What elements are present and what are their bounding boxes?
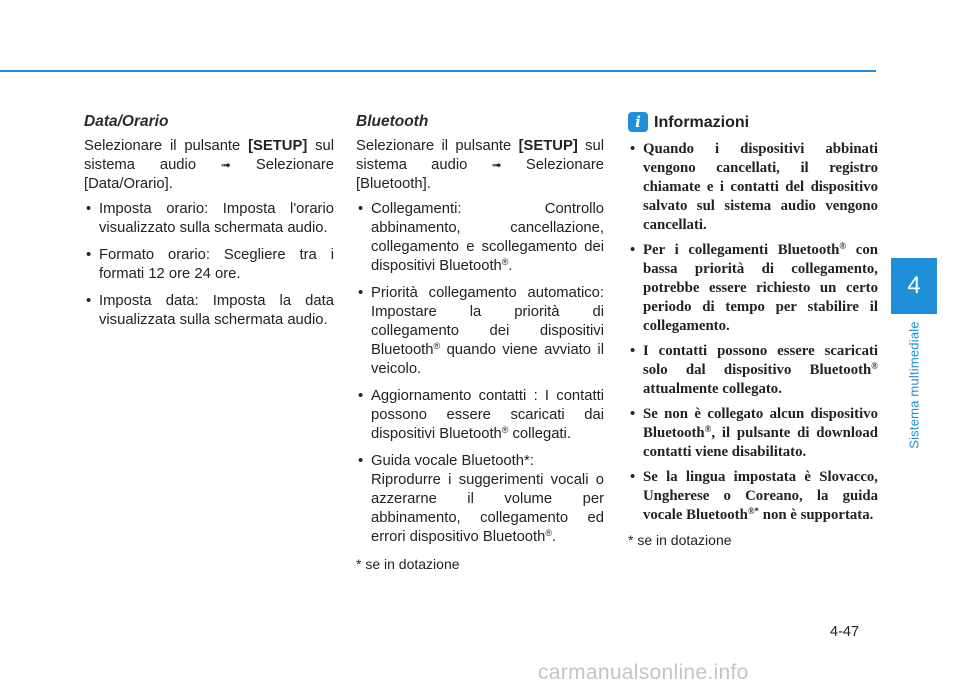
- registered-mark: ®: [433, 341, 441, 351]
- page-number: 4-47: [830, 624, 860, 640]
- list-item: [84, 292, 334, 330]
- list-item-text: Riprodurre i suggerimenti vocali o azzerarne il volume per abbinamento, collegamento ed errori dispositivo Bluetooth: [371, 472, 604, 545]
- asterisk-mark: *: [754, 506, 760, 516]
- list-item: [628, 342, 878, 399]
- section-heading: Data/Orario: [84, 113, 169, 130]
- section-informazioni: [628, 112, 878, 550]
- intro-text: Selezionare [Bluetooth].: [356, 157, 604, 192]
- registered-mark: ®: [871, 361, 878, 371]
- list-item-text: Guida vocale Bluetooth*:: [371, 453, 534, 469]
- list-item: [356, 452, 604, 547]
- list-item-text: Aggiornamento contatti : I contatti possono essere scaricati dai dispositivi Bluetooth: [371, 388, 604, 442]
- bullet-icon: •: [358, 201, 364, 217]
- intro-paragraph: [84, 137, 334, 194]
- arrow-icon: ➟: [220, 158, 231, 172]
- list-item-text: Imposta orario: Imposta l'orario visualizzato sulla schermata audio.: [99, 201, 334, 236]
- watermark: carmanualsonline.info: [538, 661, 749, 684]
- bullet-icon: •: [86, 247, 92, 263]
- setup-keyword: [SETUP]: [518, 138, 578, 154]
- registered-mark: ®: [501, 257, 509, 267]
- intro-text: Selezionare il pulsante: [356, 138, 519, 154]
- list-item: [356, 387, 604, 444]
- list-item: [628, 468, 878, 525]
- bullet-icon: •: [358, 285, 364, 301]
- intro-text: Selezionare il pulsante: [84, 138, 249, 154]
- list-item-text: Collegamenti: Controllo abbinamento, cancellazione, collegamento e scollegamento dei dispositivi Bluetooth: [371, 201, 604, 274]
- bullet-icon: •: [630, 343, 636, 359]
- chapter-tab[interactable]: 4: [891, 258, 937, 314]
- registered-mark: ®: [501, 425, 509, 435]
- intro-text: Selezionare [Data/Orario].: [84, 157, 334, 192]
- intro-paragraph: [356, 137, 604, 194]
- bullet-list: [356, 200, 604, 547]
- registered-mark: ®: [545, 528, 553, 538]
- section-bluetooth: [356, 112, 604, 574]
- list-item-text: Quando i dispositivi abbinati vengono cancellati, il registro chiamate e i contatti del dispositivo salvato sul sistema audio vengono cancellati.: [643, 141, 878, 233]
- list-item: [84, 200, 334, 238]
- bullet-icon: •: [358, 453, 364, 469]
- list-item-text: con bassa priorità di collegamento, potrebbe essere richiesto un certo periodo di tempo per stabilire il collegamento.: [643, 242, 878, 334]
- list-item: [356, 284, 604, 379]
- bullet-icon: •: [630, 141, 636, 157]
- bullet-icon: •: [630, 406, 636, 422]
- bullet-list: [84, 200, 334, 330]
- list-item-text: Imposta data: Imposta la data visualizzata sulla schermata audio.: [99, 293, 334, 328]
- list-item-text: attualmente collegato.: [643, 381, 782, 397]
- section-heading: Bluetooth: [356, 113, 429, 130]
- registered-mark: ®: [839, 241, 847, 251]
- section-data-orario: [84, 112, 334, 338]
- bullet-icon: •: [86, 293, 92, 309]
- info-icon: i: [628, 112, 648, 132]
- chapter-side-label: Sistema multimediale: [906, 321, 922, 449]
- list-item: [628, 140, 878, 235]
- registered-mark: ®: [704, 424, 712, 434]
- list-item: [628, 241, 878, 336]
- list-item-text: quando viene avviato il veicolo.: [371, 342, 604, 377]
- footnote: * se in dotazione: [628, 532, 732, 548]
- intro-text: sul sistema audio: [356, 138, 604, 173]
- list-item-text: .: [552, 529, 557, 545]
- bullet-list: [628, 140, 878, 525]
- bullet-icon: •: [630, 469, 636, 485]
- list-item-text: Priorità collegamento automatico: Impostare la priorità di collegamento dei dispositivi Bluetooth: [371, 285, 604, 358]
- intro-text: sul sistema audio: [84, 138, 334, 173]
- registered-mark: ®: [747, 506, 755, 516]
- setup-keyword: [SETUP]: [248, 138, 308, 154]
- list-item-text: .: [508, 258, 513, 274]
- list-item: [356, 200, 604, 276]
- bullet-icon: •: [86, 201, 92, 217]
- info-title: Informazioni: [654, 113, 750, 131]
- list-item-text: collegati.: [508, 426, 571, 442]
- list-item-text: Se la lingua impostata è Slovacco, Ungherese o Coreano, la guida vocale Bluetooth: [643, 469, 878, 523]
- list-item-text: , il pulsante di download contatti viene disabilitato.: [643, 425, 878, 460]
- list-item-text: Per i collegamenti Bluetooth: [643, 242, 840, 258]
- list-item-text: Formato orario: Scegliere tra i formati 12 ore 24 ore.: [99, 247, 334, 282]
- list-item: [84, 246, 334, 284]
- bullet-icon: •: [358, 388, 364, 404]
- arrow-icon: ➟: [491, 158, 502, 172]
- list-item-text: non è supportata.: [759, 507, 874, 523]
- info-header: [628, 112, 878, 132]
- footnote: * se in dotazione: [356, 556, 460, 572]
- top-rule: [0, 70, 876, 72]
- list-item: [628, 405, 878, 462]
- list-item-text: I contatti possono essere scaricati solo dal dispositivo Bluetooth: [643, 343, 878, 378]
- bullet-icon: •: [630, 242, 636, 258]
- list-item-text: Se non è collegato alcun dispositivo Bluetooth: [643, 406, 878, 441]
